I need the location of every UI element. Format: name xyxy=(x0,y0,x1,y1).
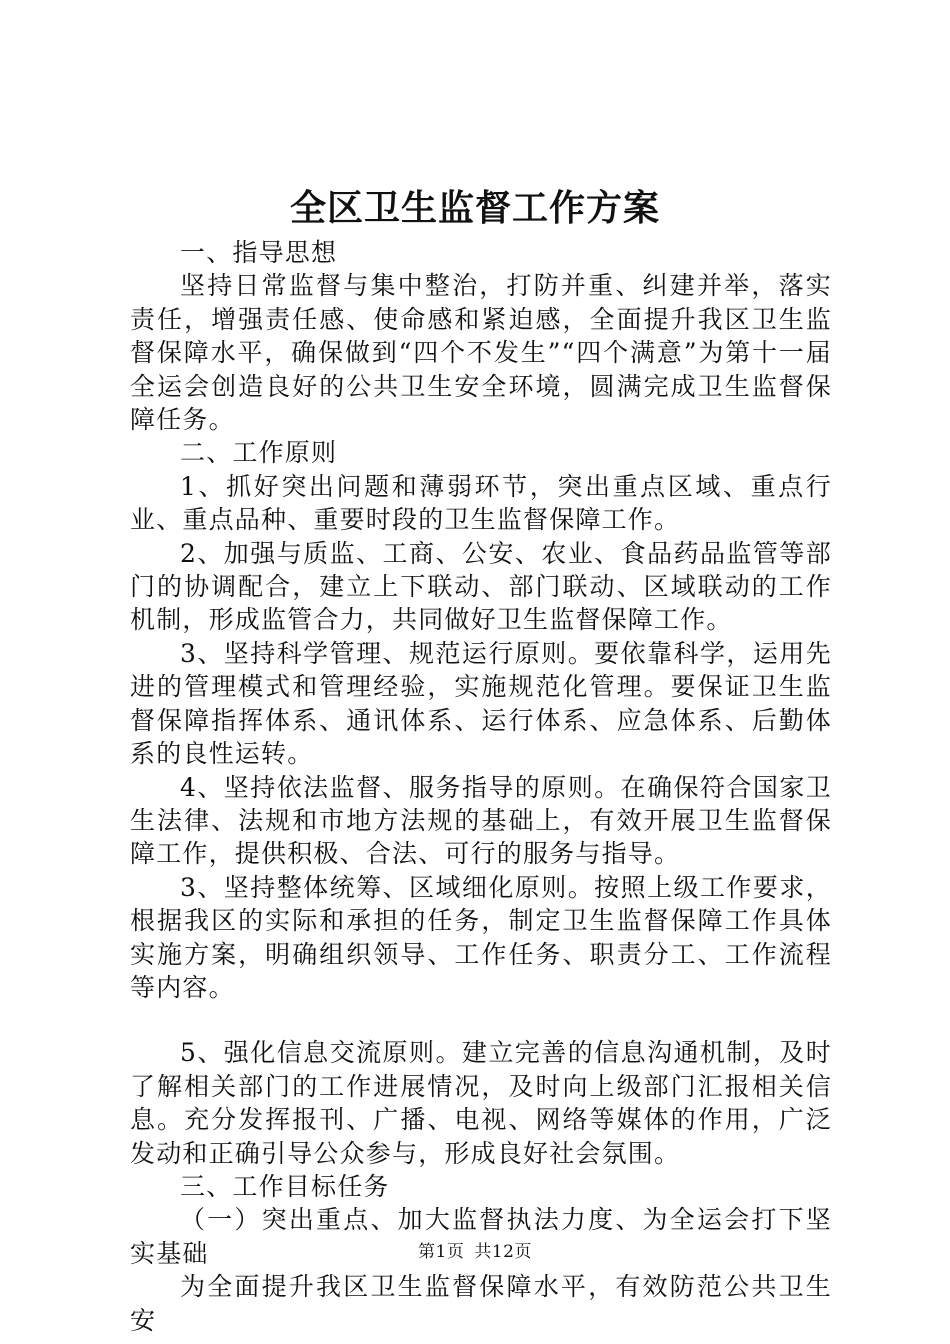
subsection-heading-1: （一）突出重点、加大监督执法力度、为全运会打下坚实基础 xyxy=(130,1205,832,1268)
section-heading-work-goals: 三、工作目标任务 xyxy=(180,1171,390,1201)
paragraph-goals-intro: 为全面提升我区卫生监督保障水平，有效防范公共卫生安 xyxy=(130,1272,832,1335)
page-number: 第1页 xyxy=(418,1242,465,1262)
principle-item-5: 5、强化信息交流原则。建立完善的信息沟通机制，及时了解相关部门的工作进展情况，及时向上级部门汇报相关信息。充分发挥报刊、广播、电视、网络等媒体的作用，广泛发动和正确引导公众参与，形成良好社会氛围。 xyxy=(130,1038,832,1168)
principle-item-4: 4、坚持依法监督、服务指导的原则。在确保符合国家卫生法律、法规和市地方法规的基础上，有效开展卫生监督保障工作，提供积极、合法、可行的服务与指导。 xyxy=(130,772,832,869)
principle-item-3-repeat: 3、坚持整体统筹、区域细化原则。按照上级工作要求，根据我区的实际和承担的任务，制定卫生监督保障工作具体实施方案，明确组织领导、工作任务、职责分工、工作流程等内容。 xyxy=(130,872,832,1002)
page-footer xyxy=(0,1240,950,1264)
document-title: 全区卫生监督工作方案 xyxy=(289,187,660,229)
principle-item-3: 3、坚持科学管理、规范运行原则。要依靠科学，运用先进的管理模式和管理经验，实施规范化管理。要保证卫生监督保障指挥体系、通讯体系、运行体系、应急体系、后勤体系的良性运转。 xyxy=(130,638,832,769)
paragraph-guiding-ideology: 坚持日常监督与集中整治，打防并重、纠建并举，落实责任，增强责任感、使命感和紧迫感，全面提升我区卫生监督保障水平，确保做到“四个不发生”“四个满意”为第十一届全运会创造良好的公共卫生安全环境，圆满完成卫生监督保障任务。 xyxy=(130,271,832,435)
section-heading-guiding-ideology: 一、指导思想 xyxy=(180,238,338,267)
section-heading-work-principles: 二、工作原则 xyxy=(180,438,338,468)
principle-item-2: 2、加强与质监、工商、公安、农业、食品药品监管等部门的协调配合，建立上下联动、部门联动、区域联动的工作机制，形成监管合力，共同做好卫生监督保障工作。 xyxy=(130,538,832,635)
document-body xyxy=(130,236,832,1337)
principle-item-1: 1、抓好突出问题和薄弱环节，突出重点区域、重点行业、重点品种、重要时段的卫生监督保障工作。 xyxy=(130,471,832,535)
total-pages: 共12页 xyxy=(474,1242,532,1262)
